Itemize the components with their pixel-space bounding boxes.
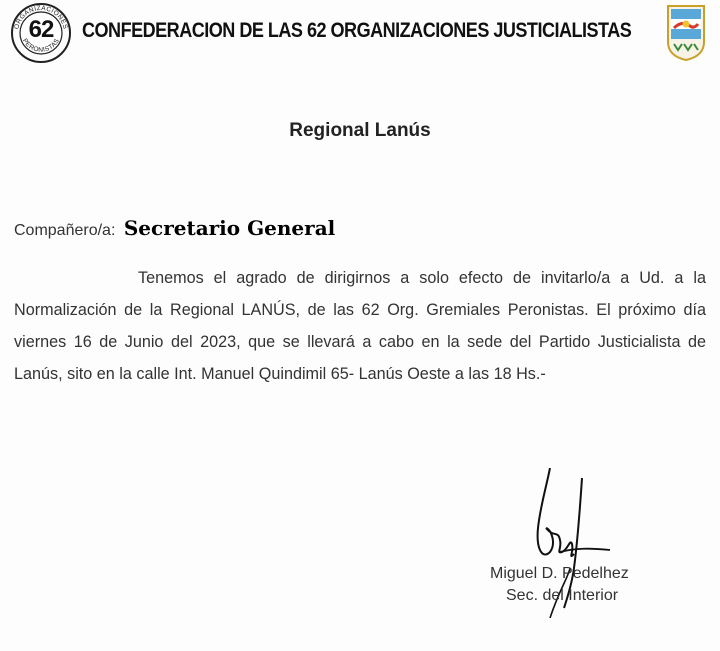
recipient-name: Secretario General: [123, 216, 336, 240]
organization-title: CONFEDERACION DE LAS 62 ORGANIZACIONES JUSTICIALISTAS: [82, 19, 632, 42]
svg-text:PERONISTAS: PERONISTAS: [20, 37, 62, 54]
document-heading: Regional Lanús: [289, 120, 431, 141]
letterhead: [0, 0, 720, 64]
svg-text:ORGANIZACIONES: ORGANIZACIONES: [13, 4, 69, 31]
party-emblem-icon: [664, 2, 708, 62]
salutation-label: Compañero/a:: [14, 222, 116, 239]
organization-seal-icon: [10, 2, 72, 64]
signer-role: Sec. del Interior: [506, 587, 619, 604]
seal-number: 62: [28, 16, 54, 43]
signer-block: [490, 563, 680, 607]
invitation-body: Tenemos el agrado de dirigirnos a solo efecto de invitarlo/a a Ud. a la Normalización de la Regional LANÚS, de las 62 Org. Gremiales Peronistas. El próximo día viernes 16 de Junio del 2023, que se llevará a cabo en la sede del Partido Justicialista de Lanús, sito en la calle Int. Manuel Quindimil 65- Lanús Oeste a las 18 Hs.-: [14, 269, 706, 383]
signer-name: Miguel D. Pedelhez: [490, 565, 629, 582]
salutation: [14, 216, 335, 240]
